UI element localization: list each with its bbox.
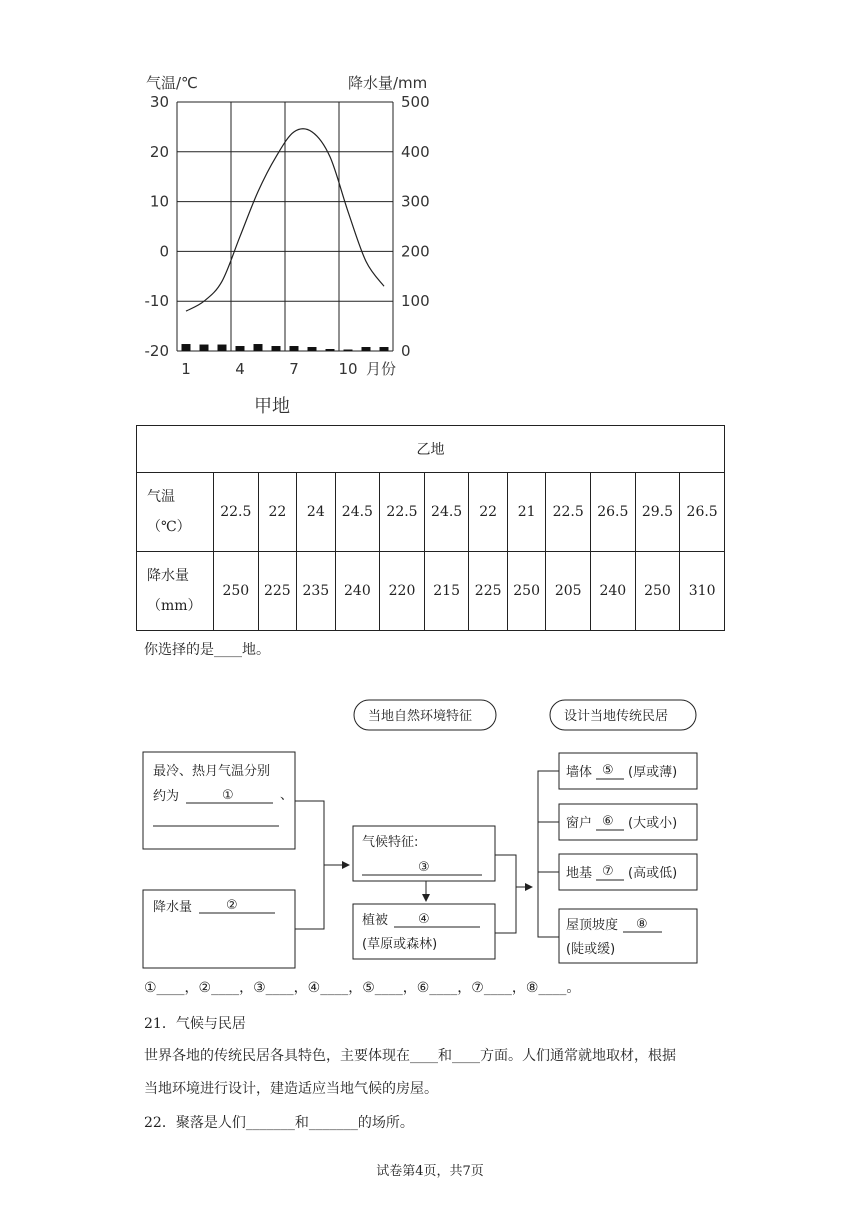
precip-bar [380, 347, 389, 351]
precip-bar [254, 344, 263, 351]
window-hint: (大或小) [628, 816, 678, 831]
roof-hint: (陡或缓) [566, 942, 616, 957]
precip-bar [236, 346, 245, 351]
q21-body-2: 当地环境进行设计，建造适应当地气候的房屋。 [144, 1081, 438, 1097]
temp-ticks [145, 93, 170, 360]
month-tick: 10 [338, 360, 358, 378]
precip-bar [308, 347, 317, 351]
precip-bar [326, 349, 335, 351]
marker-7: ⑦ [602, 864, 614, 879]
precip-label-1: 降水量 [147, 568, 189, 584]
temp-tick: 10 [149, 192, 169, 211]
precip-cell: 235 [297, 552, 335, 631]
precip-bar [272, 346, 281, 351]
chart-grid [177, 102, 393, 351]
answer-line: ①____，②____，③____，④____，⑤____，⑥____，⑦____，⑧____。 [144, 980, 581, 996]
wall-label: 墙体 [566, 765, 593, 780]
precip-cell: 250 [635, 552, 680, 631]
temp-cell: 26.5 [680, 473, 725, 552]
temp-separator: 、 [280, 788, 294, 803]
temp-axis-label: 气温/℃ [146, 74, 198, 92]
precip-bar [218, 345, 227, 351]
temp-cell: 29.5 [635, 473, 680, 552]
temp-box-line1: 最冷、热月气温分别 [153, 764, 271, 779]
temp-box-line2: 约为 [153, 789, 180, 804]
precip-cell: 250 [214, 552, 259, 631]
marker-8: ⑧ [636, 917, 648, 932]
climate-label: 气候特征: [362, 835, 419, 850]
foundation-hint: (高或低) [628, 866, 678, 881]
climate-table-yidi [136, 425, 725, 631]
temp-tick: 20 [149, 142, 169, 161]
table-row-temperature [137, 473, 725, 552]
temp-label-1: 气温 [147, 489, 175, 505]
month-tick: 7 [289, 360, 299, 378]
vegetation-label: 植被 [362, 913, 389, 928]
precip-tick: 300 [401, 192, 430, 211]
window-label: 窗户 [566, 816, 593, 831]
temp-cell: 21 [507, 473, 545, 552]
month-tick: 4 [235, 360, 245, 378]
temp-cell: 24.5 [335, 473, 380, 552]
q21-title: 21．气候与民居 [144, 1016, 246, 1032]
precip-bar [362, 347, 371, 351]
roof-label: 屋顶坡度 [566, 918, 619, 933]
precip-tick: 400 [401, 142, 430, 161]
temp-tick: 0 [159, 242, 169, 261]
climate-chart-jiadi [130, 60, 450, 420]
precip-tick: 0 [401, 342, 411, 360]
x-unit-label: 月份 [366, 360, 397, 378]
precip-cell: 215 [424, 552, 469, 631]
temp-label-2: （℃） [147, 519, 191, 535]
wall-hint: (厚或薄) [628, 765, 678, 780]
table-row-precipitation [137, 552, 725, 631]
q22: 22．聚落是人们_______和_______的场所。 [144, 1115, 414, 1131]
precip-cell: 225 [258, 552, 296, 631]
marker-4: ④ [418, 912, 430, 927]
precip-cell: 240 [591, 552, 636, 631]
chart-caption: 甲地 [254, 396, 290, 417]
temp-tick: -10 [144, 292, 169, 311]
precip-bar [290, 346, 299, 351]
marker-6: ⑥ [602, 814, 614, 829]
temp-tick: -20 [144, 342, 169, 360]
temp-cell: 22.5 [380, 473, 425, 552]
header-left: 当地自然环境特征 [368, 709, 473, 724]
temp-cell: 22.5 [546, 473, 591, 552]
marker-1: ① [222, 788, 234, 803]
page-footer: 试卷第4页，共7页 [376, 1164, 484, 1179]
temp-cell: 22.5 [214, 473, 259, 552]
precip-cell: 205 [546, 552, 591, 631]
temp-cell: 22 [469, 473, 507, 552]
precip-ticks [401, 93, 430, 360]
q21-body-1: 世界各地的传统民居各具特色，主要体现在____和____方面。人们通常就地取材，根据 [144, 1048, 676, 1064]
precip-tick: 100 [401, 292, 430, 311]
precip-cell: 225 [469, 552, 507, 631]
month-ticks [181, 360, 357, 378]
precip-cell: 240 [335, 552, 380, 631]
precip-axis-label: 降水量/mm [348, 74, 428, 92]
temp-cell: 24 [297, 473, 335, 552]
precip-box-label: 降水量 [153, 900, 193, 915]
precip-bar [344, 350, 353, 351]
foundation-label: 地基 [566, 866, 593, 881]
precip-cell: 220 [380, 552, 425, 631]
marker-5: ⑤ [602, 763, 614, 778]
vegetation-hint: (草原或森林) [362, 937, 438, 952]
temp-row-label [137, 473, 214, 552]
temp-cell: 22 [258, 473, 296, 552]
temp-cell: 24.5 [424, 473, 469, 552]
table-title: 乙地 [137, 426, 725, 473]
marker-2: ② [226, 898, 238, 913]
temp-tick: 30 [149, 93, 169, 111]
precip-label-2: （mm） [147, 598, 202, 614]
month-tick: 1 [181, 360, 191, 378]
marker-3: ③ [418, 860, 430, 875]
choice-line: 你选择的是____地。 [144, 642, 270, 658]
precip-cell: 310 [680, 552, 725, 631]
precip-bar [200, 345, 209, 351]
flow-diagram [140, 695, 710, 975]
header-right: 设计当地传统民居 [564, 709, 669, 724]
precip-bar [182, 344, 191, 351]
precip-tick: 200 [401, 242, 430, 261]
precip-cell: 250 [507, 552, 545, 631]
precip-row-label [137, 552, 214, 631]
precip-tick: 500 [401, 93, 430, 111]
temp-cell: 26.5 [591, 473, 636, 552]
